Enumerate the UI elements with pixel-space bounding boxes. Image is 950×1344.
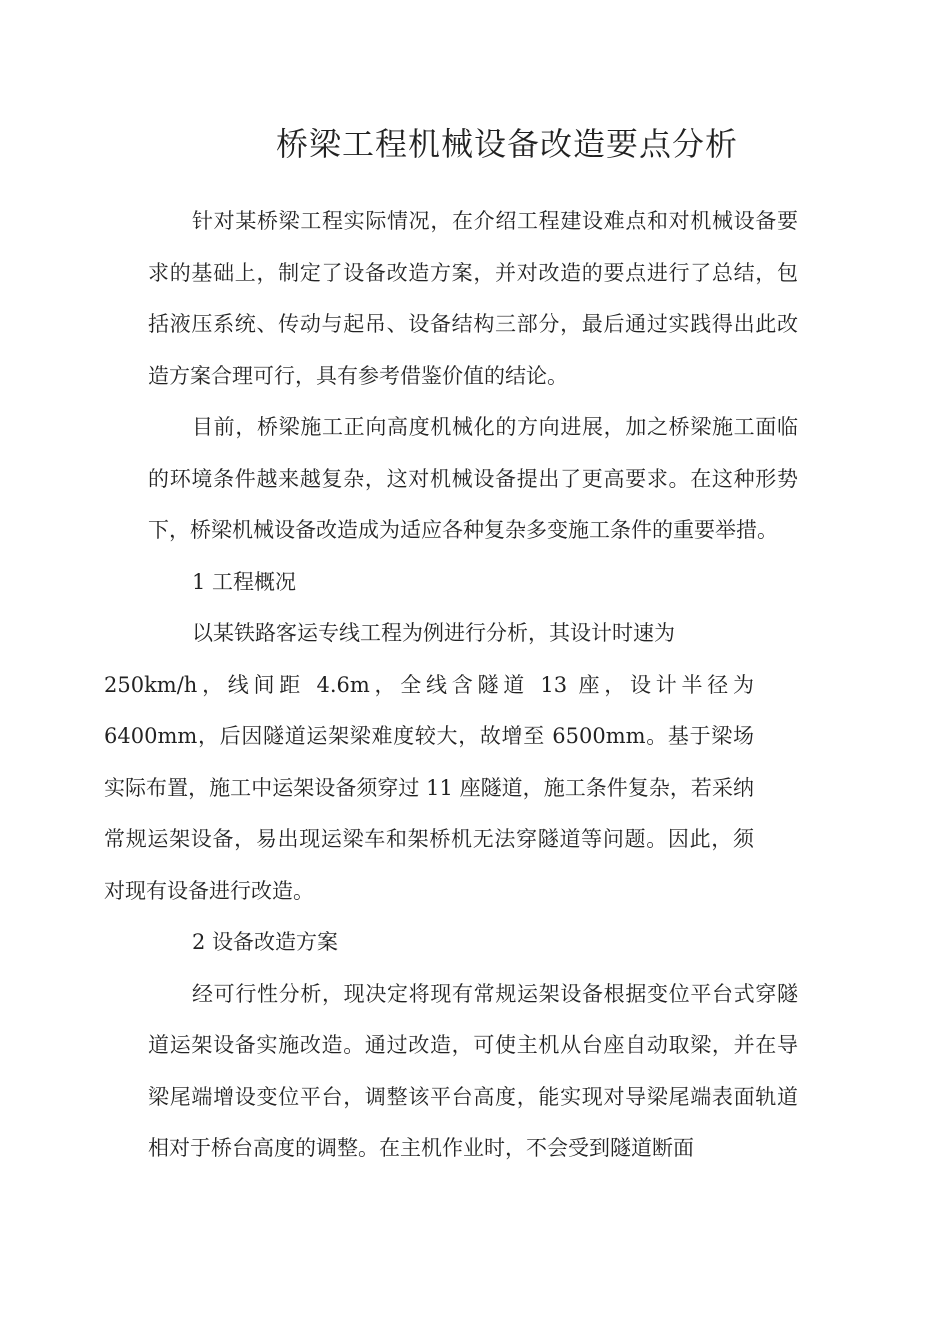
abstract-paragraph: 针对某桥梁工程实际情况，在介绍工程建设难点和对机械设备要求的基础上，制定了设备改造方案，并对改造的要点进行了总结，包括液压系统、传动与起吊、设备结构三部分，最后通过实践得出此改造方案合理可行，具有参考借鉴价值的结论。 — [148, 209, 798, 388]
intro-paragraph: 目前，桥梁施工正向高度机械化的方向进展，加之桥梁施工面临的环境条件越来越复杂，这对机械设备提出了更高要求。在这种形势下，桥梁机械设备改造成为适应各种复杂多变施工条件的重要举措。 — [148, 415, 798, 542]
section-1-paragraph — [104, 608, 798, 917]
document-body — [104, 196, 798, 1175]
section-2-paragraph: 经可行性分析，现决定将现有常规运架设备根据变位平台式穿隧道运架设备实施改造。通过改造，可使主机从台座自动取梁，并在导梁尾端增设变位平台，调整该平台高度，能实现对导梁尾端表面轨道相对于桥台高度的调整。在主机作业时，不会受到隧道断面 — [148, 981, 798, 1160]
section-1-heading: 1 工程概况 — [192, 569, 297, 594]
document-title: 桥梁工程机械设备改造要点分析 — [275, 125, 738, 163]
section-1-text-line1: 以某铁路客运专线工程为例进行分析，其设计时速为 — [192, 621, 675, 645]
section-1-text-rest: 250km/h，线间距 4.6m，全线含隧道 13 座，设计半径为 6400mm，后因隧道运架梁难度较大，故增至 6500mm。基于梁场实际布置，施工中运架设备须穿过 11 座隧道，施工条件复杂，若采纳常规运架设备，易出现运梁车和架桥机无法穿隧道等问题。因此，须对现有设备进行改造。 — [104, 672, 754, 903]
section-2-heading: 2 设备改造方案 — [192, 930, 339, 954]
